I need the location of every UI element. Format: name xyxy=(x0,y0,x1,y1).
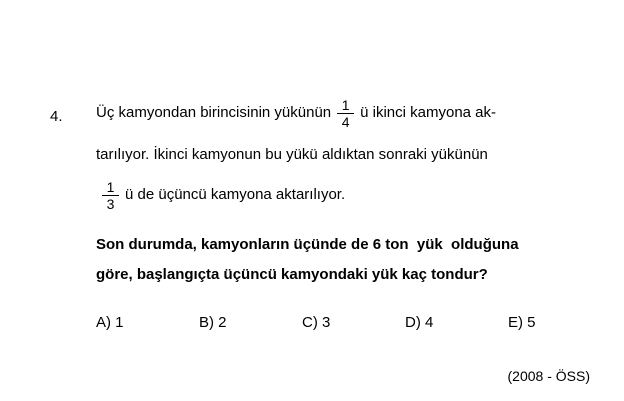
fraction-numerator: 1 xyxy=(341,96,350,113)
question-line-1-text-after: ü ikinci kamyona ak- xyxy=(360,104,497,121)
option-c[interactable]: C) 3 xyxy=(302,314,331,331)
question-source: (2008 - ÖSS) xyxy=(507,368,590,384)
fraction-one-quarter xyxy=(337,98,354,129)
fraction-denominator: 4 xyxy=(341,113,350,130)
question-line-3-text: ü de üçüncü kamyona aktarılıyor. xyxy=(125,186,346,203)
question-number: 4. xyxy=(50,108,63,125)
question-prompt-line-2: göre, başlangıçta üçüncü kamyondaki yük kaç tondur? xyxy=(96,266,488,283)
fraction-denominator: 3 xyxy=(106,195,115,212)
question-prompt-line-1: Son durumda, kamyonların üçünde de 6 ton yük olduğuna xyxy=(96,236,519,253)
question-line-3 xyxy=(96,178,601,212)
answer-options xyxy=(96,314,601,331)
fraction-numerator: 1 xyxy=(106,178,115,195)
option-e[interactable]: E) 5 xyxy=(508,314,536,331)
question-line-1-text-before: Üç kamyondan birincisinin yükünün xyxy=(96,104,332,121)
question-prompt xyxy=(96,230,601,290)
question-row xyxy=(50,96,590,331)
question-line-1 xyxy=(96,96,601,130)
question-body xyxy=(96,96,601,331)
fraction-one-third xyxy=(102,180,119,211)
option-a[interactable]: A) 1 xyxy=(96,314,124,331)
question-line-2-text: tarılıyor. İkinci kamyonun bu yükü aldıktan sonraki yükünün xyxy=(96,146,488,163)
option-d[interactable]: D) 4 xyxy=(405,314,434,331)
question-line-2 xyxy=(96,138,601,172)
option-b[interactable]: B) 2 xyxy=(199,314,227,331)
question-block xyxy=(50,96,590,331)
